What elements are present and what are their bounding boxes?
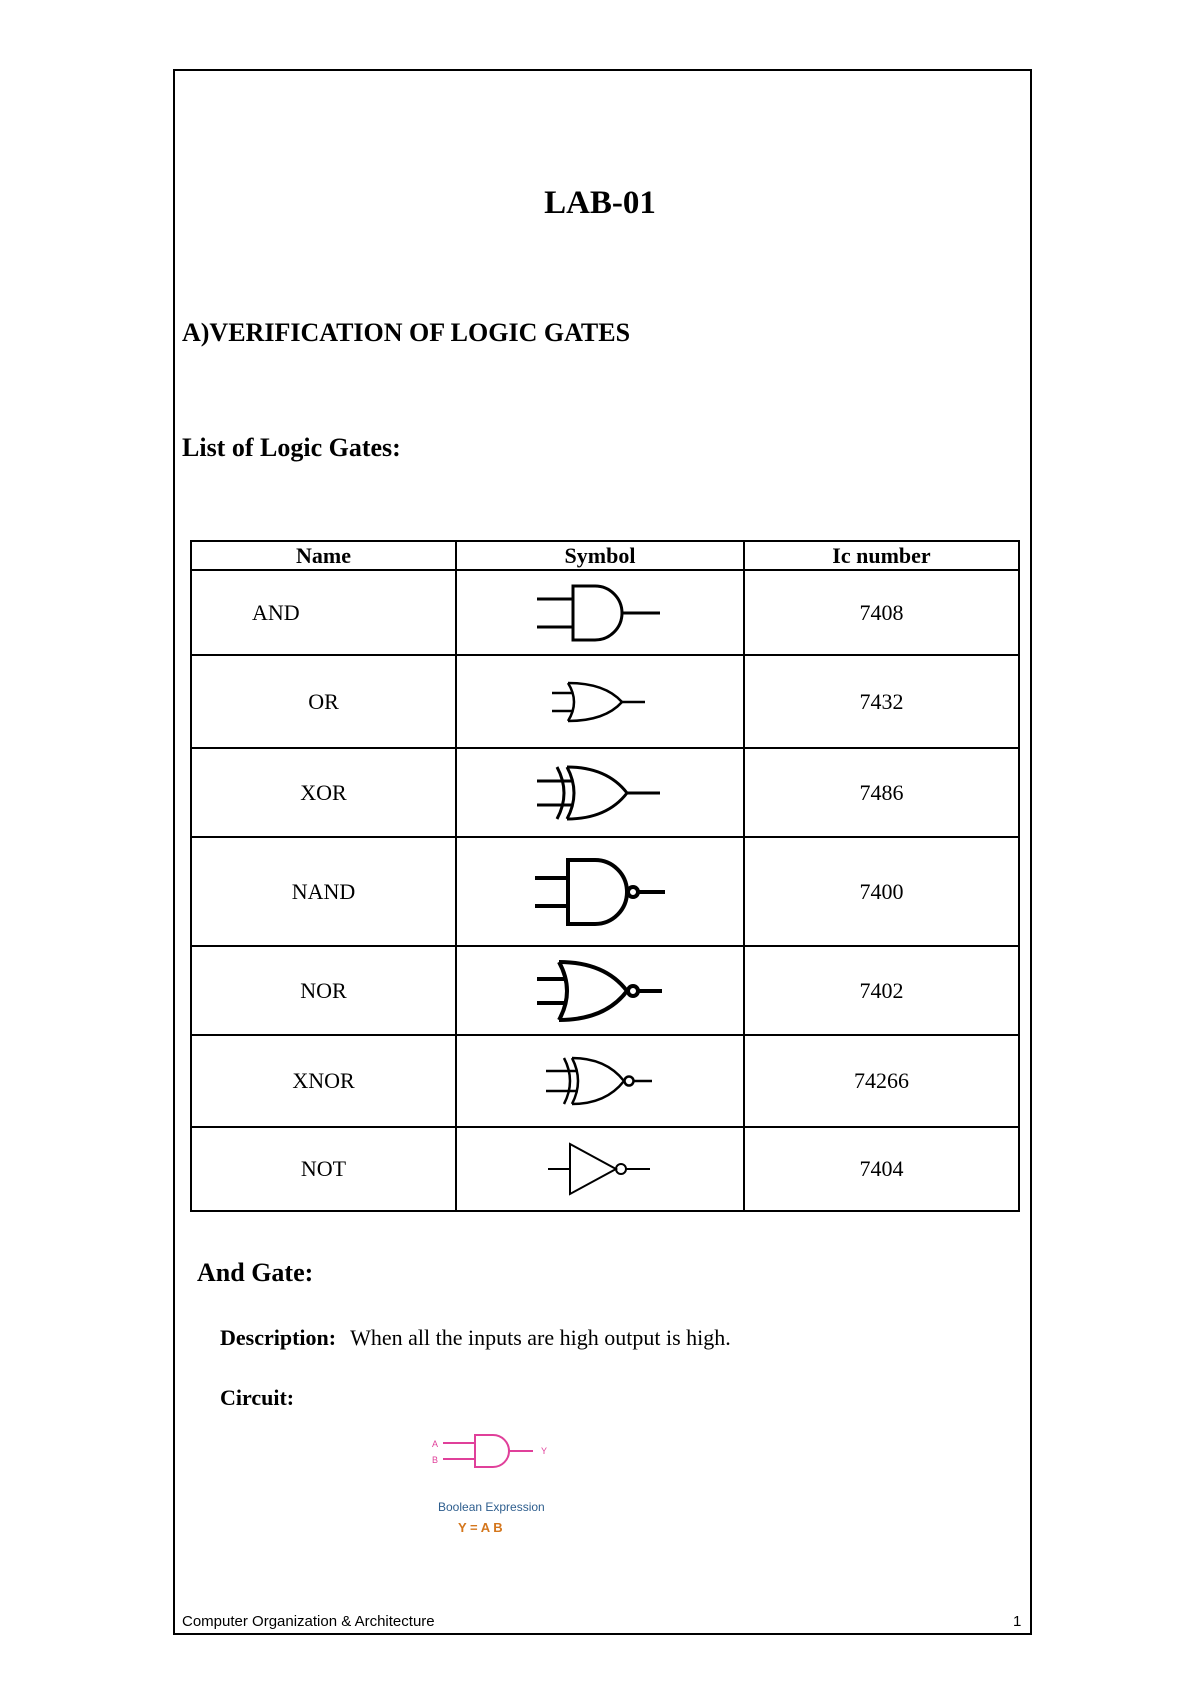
ic-number: 7404: [744, 1127, 1019, 1211]
xor-gate-icon: [535, 761, 665, 825]
gate-name: NOT: [191, 1127, 456, 1211]
output-y-label: Y: [541, 1446, 548, 1456]
description-label: Description:: [220, 1325, 337, 1350]
ic-number: 7486: [744, 748, 1019, 837]
nor-gate-icon: [535, 957, 665, 1025]
input-a-label: A: [432, 1439, 439, 1449]
list-title: List of Logic Gates:: [182, 433, 401, 462]
table-row: [191, 570, 1019, 655]
or-gate-icon: [550, 677, 650, 727]
ic-number: 7402: [744, 946, 1019, 1035]
circuit-label: Circuit:: [220, 1385, 295, 1410]
ic-number: 74266: [744, 1035, 1019, 1127]
nand-gate-icon: [533, 854, 668, 930]
boolean-expression-label: Boolean Expression: [438, 1500, 545, 1514]
gate-name: XOR: [191, 748, 456, 837]
table-row: [191, 1035, 1019, 1127]
ic-number: 7432: [744, 655, 1019, 748]
table-row: [191, 1127, 1019, 1211]
logic-gates-table: [190, 540, 1020, 1212]
table-row: [191, 837, 1019, 946]
header-symbol: Symbol: [456, 541, 744, 570]
table-row: [191, 748, 1019, 837]
description-text: When all the inputs are high output is high.: [350, 1325, 731, 1350]
boolean-expression: Y = A B: [458, 1520, 503, 1535]
gate-name: OR: [191, 655, 456, 748]
ic-number: 7400: [744, 837, 1019, 946]
section-title: A)VERIFICATION OF LOGIC GATES: [182, 318, 631, 347]
lab-title: LAB-01: [544, 185, 656, 221]
description: [220, 1325, 731, 1351]
xnor-gate-icon: [544, 1053, 656, 1109]
and-gate-icon: [535, 581, 665, 645]
header-ic-number: Ic number: [744, 541, 1019, 570]
gate-name: AND: [191, 570, 456, 655]
not-gate-icon: [546, 1140, 654, 1198]
header-name: Name: [191, 541, 456, 570]
table-row: [191, 655, 1019, 748]
footer-page-number: 1: [1013, 1613, 1022, 1630]
table-row: [191, 946, 1019, 1035]
gate-name: NAND: [191, 837, 456, 946]
table-header-row: [191, 541, 1019, 570]
and-gate-title: And Gate:: [197, 1258, 314, 1287]
input-b-label: B: [432, 1455, 439, 1465]
and-gate-circuit-diagram: [425, 1425, 565, 1495]
footer-course: Computer Organization & Architecture: [182, 1613, 435, 1630]
gate-name: XNOR: [191, 1035, 456, 1127]
ic-number: 7408: [744, 570, 1019, 655]
gate-name: NOR: [191, 946, 456, 1035]
